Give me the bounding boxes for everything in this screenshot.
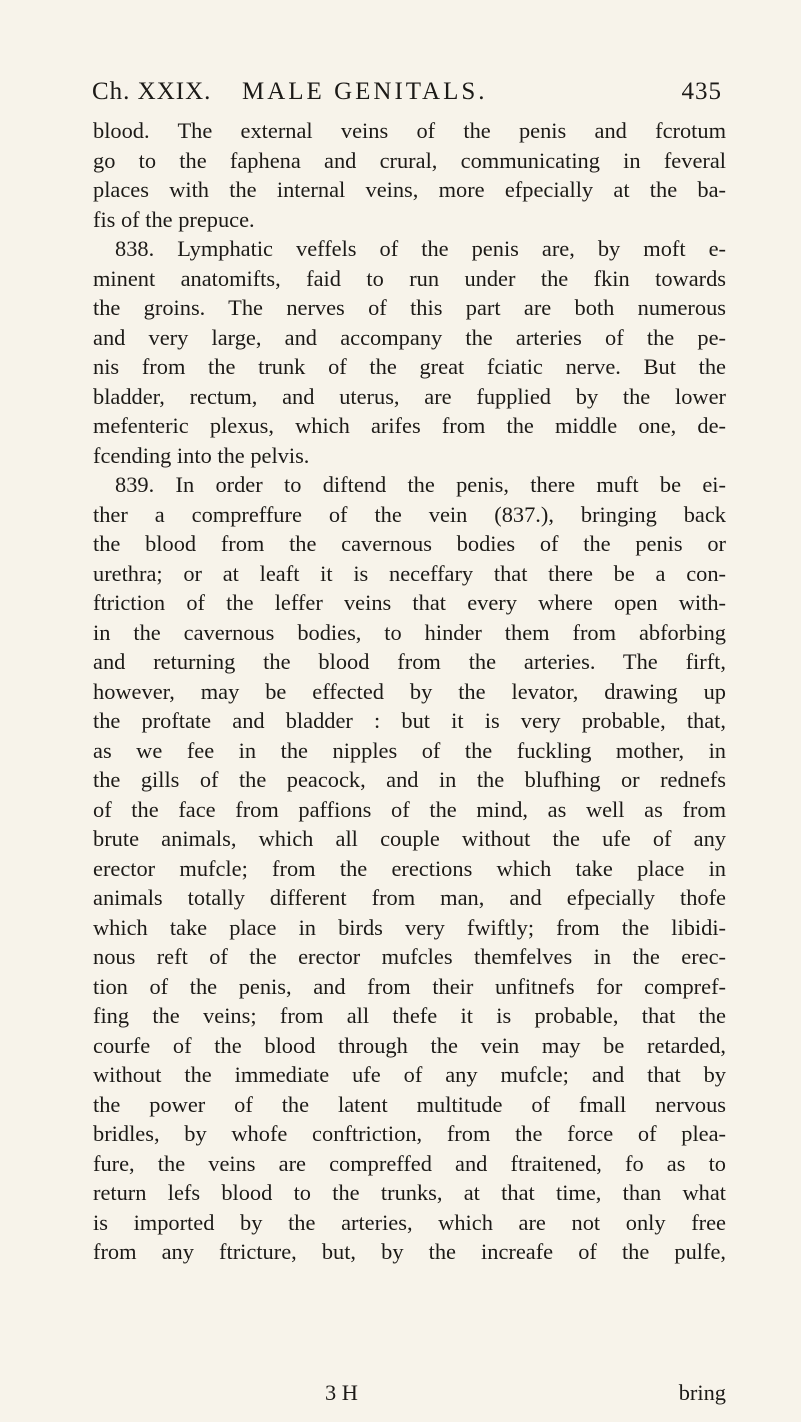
text-line: in the cavernous bodies, to hinder them from abforbing — [93, 619, 726, 645]
catchword: bring — [678, 1380, 726, 1405]
running-header — [92, 78, 722, 114]
body-text — [93, 116, 726, 1267]
text-line: bladder, rectum, and uterus, are fupplied by the lower — [93, 383, 726, 409]
text-line: bridles, by whofe conftriction, from the force of plea- — [93, 1121, 726, 1146]
text-line: fure, the veins are compreffed and ftraitened, fo as to — [93, 1150, 726, 1176]
text-line: and very large, and accompany the arteries of the pe- — [93, 324, 726, 350]
text-line: brute animals, which all couple without the ufe of any — [93, 826, 726, 851]
text-line: the gills of the peacock, and in the blufhing or rednefs — [93, 767, 726, 792]
text-line: 839. In order to diftend the penis, there muft be ei- — [115, 472, 726, 497]
text-line: animals totally different from man, and efpecially thofe — [93, 885, 726, 910]
text-line: erector mufcle; from the erections which take place in — [93, 855, 726, 881]
text-line: places with the internal veins, more efpecially at the ba- — [93, 177, 726, 202]
text-line: is imported by the arteries, which are not only free — [93, 1209, 726, 1235]
text-line: fing the veins; from all thefe it is probable, that the — [93, 1003, 726, 1028]
text-line: fis of the prepuce. — [93, 206, 255, 232]
text-line: nis from the trunk of the great fciatic nerve. But the — [93, 354, 726, 379]
text-line: ther a compreffure of the vein (837.), bringing back — [93, 501, 726, 527]
text-line: courfe of the blood through the vein may be retarded, — [93, 1032, 726, 1058]
text-line: go to the faphena and crural, communicating in feveral — [93, 147, 726, 173]
text-line: the power of the latent multitude of fmall nervous — [93, 1091, 726, 1117]
text-line: the groins. The nerves of this part are both numerous — [93, 295, 726, 320]
text-line: however, may be effected by the levator, drawing up — [93, 678, 726, 704]
footer-line — [93, 1380, 726, 1410]
text-line: of the face from paffions of the mind, as well as from — [93, 796, 726, 822]
signature-mark: 3 H — [325, 1380, 358, 1405]
text-line: the blood from the cavernous bodies of the penis or — [93, 531, 726, 556]
page-number: 435 — [681, 78, 722, 105]
text-line: 838. Lymphatic veffels of the penis are, by moft e- — [115, 236, 726, 261]
text-line: and returning the blood from the arteries. The firft, — [93, 649, 726, 674]
text-line: from any ftricture, but, by the increafe of the pulfe, — [93, 1239, 726, 1264]
text-line: tion of the penis, and from their unfitnefs for compref- — [93, 973, 726, 999]
text-line: fcending into the pelvis. — [93, 442, 310, 468]
text-line: urethra; or at leaft it is neceffary that there be a con- — [93, 560, 726, 586]
chapter-label: Ch. XXIX. — [92, 78, 212, 105]
text-line: mefenteric plexus, which arifes from the middle one, de- — [93, 413, 726, 438]
text-line: blood. The external veins of the penis and fcrotum — [93, 118, 726, 143]
text-line: ftriction of the leffer veins that every where open with- — [93, 590, 726, 615]
text-line: without the immediate ufe of any mufcle; and that by — [93, 1062, 726, 1087]
text-line: return lefs blood to the trunks, at that time, than what — [93, 1180, 726, 1205]
text-line: as we fee in the nipples of the fuckling mother, in — [93, 737, 726, 763]
text-line: nous reft of the erector mufcles themfelves in the erec- — [93, 944, 726, 969]
running-title: MALE GENITALS. — [242, 78, 488, 105]
text-line: minent anatomifts, faid to run under the fkin towards — [93, 265, 726, 291]
text-line: which take place in birds very fwiftly; from the libidi- — [93, 914, 726, 940]
text-line: the proftate and bladder : but it is very probable, that, — [93, 708, 726, 733]
